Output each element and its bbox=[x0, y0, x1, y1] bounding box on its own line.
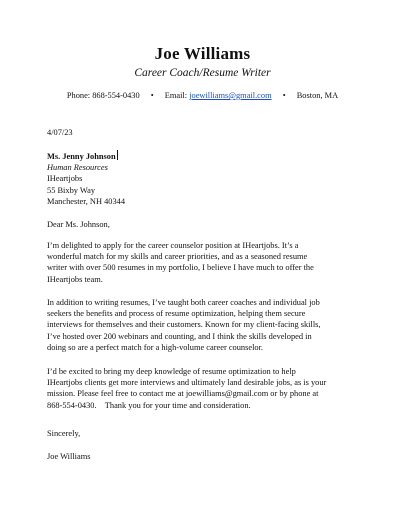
signature-name: Joe Williams bbox=[47, 452, 91, 461]
paragraph-line: IHeartjobs team. bbox=[47, 274, 103, 284]
recipient-name: Ms. Jenny Johnson bbox=[47, 152, 116, 161]
paragraph-line: IHeartjobs clients get more interviews and ultimately land desirable jobs, as is your bbox=[47, 378, 327, 388]
email-link[interactable]: joewilliams@gmail.com bbox=[189, 91, 272, 100]
paragraph-2 bbox=[47, 297, 367, 353]
paragraph-line: In addition to writing resumes, I’ve taught both career coaches and individual job bbox=[47, 298, 320, 307]
sender-role: Career Coach/Resume Writer bbox=[134, 67, 271, 79]
paragraph-line: I’ve hosted over 200 webinars and counting, and I think the skills developed in bbox=[47, 331, 312, 341]
location-text: Boston, MA bbox=[296, 91, 339, 100]
closing: Sincerely, bbox=[47, 429, 81, 438]
letter-date: 4/07/23 bbox=[47, 128, 73, 137]
paragraph-line: 868-554-0430. Thank you for your time and consideration. bbox=[47, 400, 251, 410]
contact-line bbox=[0, 91, 405, 100]
recipient-street: 55 Bixby Way bbox=[47, 185, 96, 195]
email-label: Email: bbox=[164, 91, 188, 100]
paragraph-line: I’m delighted to apply for the career counselor position at IHeartjobs. It’s a bbox=[47, 241, 299, 250]
paragraph-line: doing so are a perfect match for a high-volume career counselor. bbox=[47, 342, 264, 352]
paragraph-line: I’d be excited to bring my deep knowledge of resume optimization to help bbox=[47, 367, 296, 376]
phone-text: Phone: 868-554-0430 bbox=[66, 91, 140, 100]
recipient-title: Human Resources bbox=[47, 163, 108, 173]
recipient-city: Manchester, NH 40344 bbox=[47, 196, 126, 206]
paragraph-line: wonderful match for my skills and career priorities, and as a seasoned resume bbox=[47, 252, 308, 262]
separator-bullet: • bbox=[282, 91, 286, 100]
paragraph-3 bbox=[47, 366, 367, 411]
recipient-block bbox=[47, 150, 367, 207]
separator-bullet: • bbox=[150, 91, 154, 100]
sender-name: Joe Williams bbox=[154, 44, 251, 63]
recipient-company: IHeartjobs bbox=[47, 174, 83, 184]
paragraph-line: mission. Please feel free to contact me at joewilliams@gmail.com or by phone at bbox=[47, 389, 319, 399]
paragraph-line: interviews for themselves and their customers. Known for my client-facing skills, bbox=[47, 320, 321, 330]
salutation: Dear Ms. Johnson, bbox=[47, 220, 110, 229]
paragraph-line: writer with over 500 resumes in my portfolio, I believe I have much to offer the bbox=[47, 263, 314, 273]
text-cursor bbox=[117, 150, 118, 160]
paragraph-line: seekers the benefits and process of resume optimization, helping them secure bbox=[47, 309, 306, 319]
paragraph-1 bbox=[47, 240, 367, 285]
